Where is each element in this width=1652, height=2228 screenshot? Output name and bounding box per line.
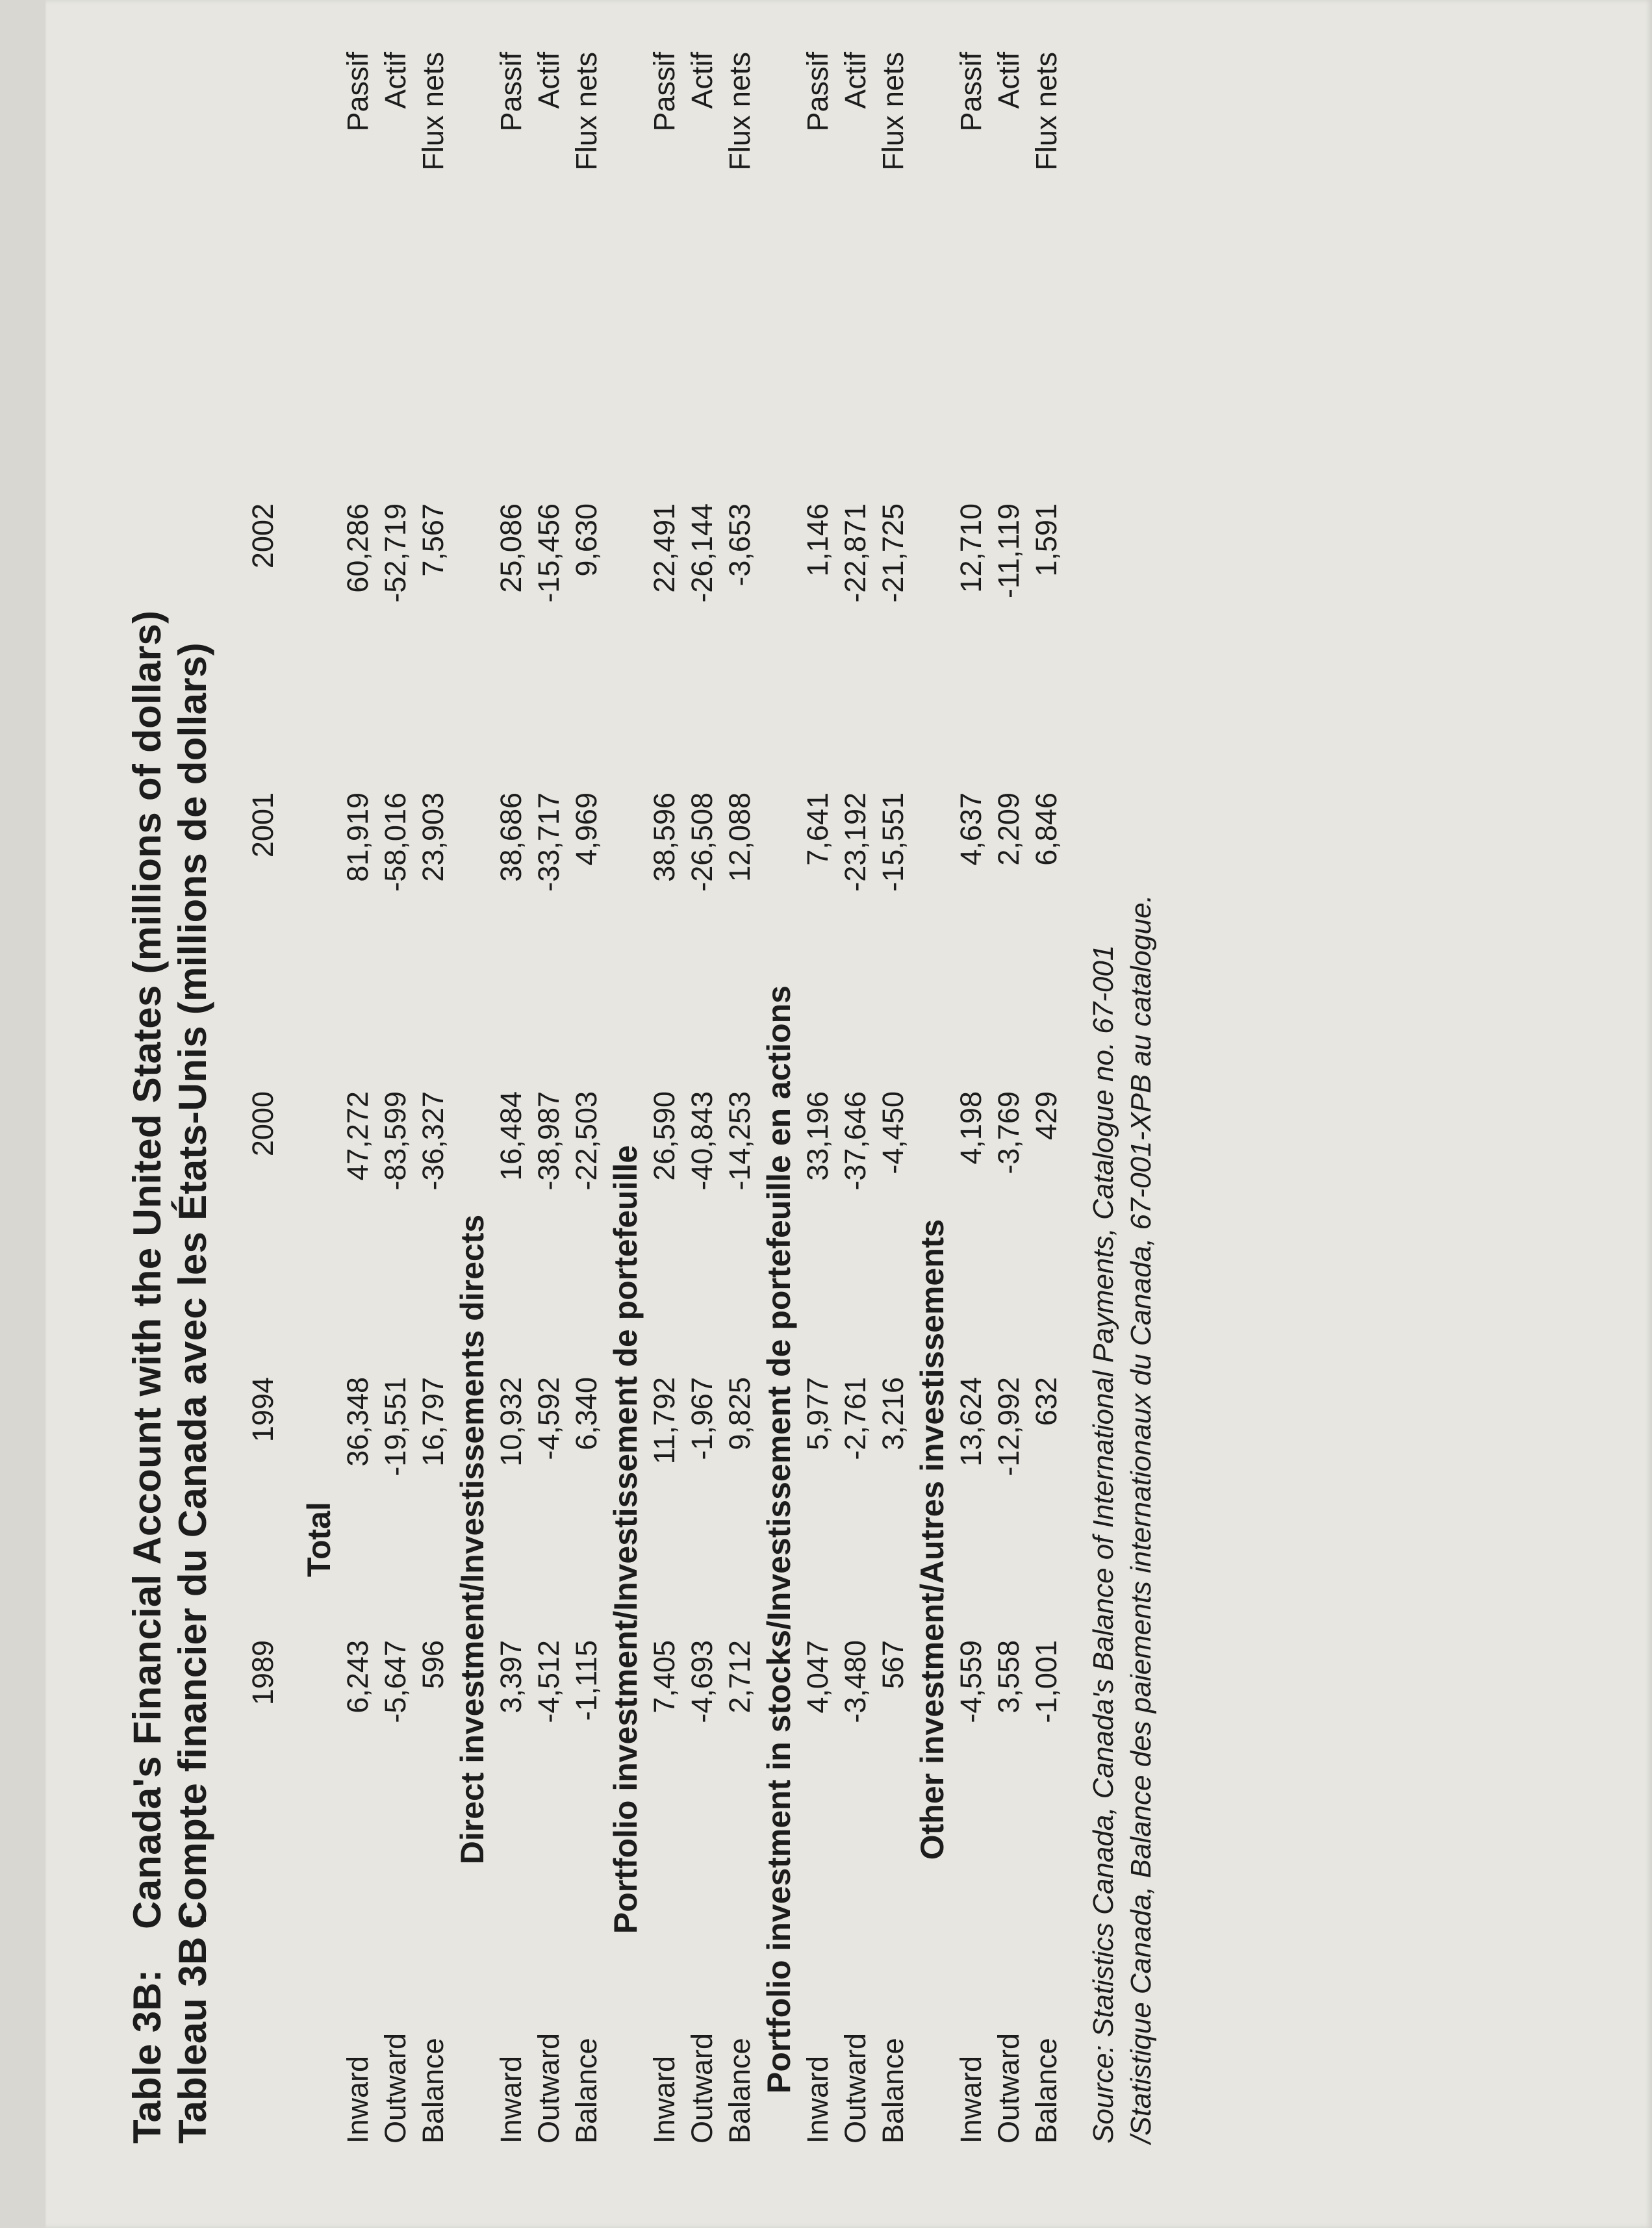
value-cell: 22,491 [648, 503, 681, 593]
value-cell: -4,512 [532, 1640, 565, 1723]
row-label-french: Actif [992, 52, 1025, 109]
row-label-french: Passif [954, 52, 987, 132]
section-title: Portfolio investment/Investissement de portefeuille [607, 1145, 644, 1934]
value-cell: -36,327 [416, 1091, 450, 1191]
row-label: Outward [685, 2032, 718, 2144]
table-title-english-text: Canada's Financial Account with the United States (millions of dollars) [125, 610, 169, 1929]
value-cell: -58,016 [379, 792, 412, 892]
source-line-french: /Statistique Canada, Balance des paiements internationaux du Canada, 67-001-XPB au catalogue. [1125, 894, 1157, 2144]
value-cell: -26,508 [685, 792, 718, 892]
row-label: Inward [648, 2055, 681, 2144]
value-cell: 2,712 [723, 1640, 756, 1714]
value-cell: 4,047 [801, 1640, 834, 1714]
value-cell: 4,637 [954, 792, 987, 866]
section-heading [299, 0, 339, 2144]
value-cell: 81,919 [341, 792, 374, 882]
table-row [377, 0, 414, 2144]
value-cell: -19,551 [379, 1377, 412, 1476]
value-cell: -14,253 [723, 1091, 756, 1191]
value-cell: -4,559 [954, 1640, 987, 1723]
section-heading [759, 0, 799, 2144]
section-heading [605, 0, 646, 2144]
source-note [1085, 894, 1160, 2144]
value-cell: 4,969 [570, 792, 603, 866]
value-cell: 6,243 [341, 1640, 374, 1714]
value-cell: 38,596 [648, 792, 681, 882]
row-label: Inward [341, 2055, 374, 2144]
row-label: Balance [723, 2038, 756, 2144]
value-cell: 36,348 [341, 1377, 374, 1467]
section-title: Direct investment/Investissements directs [454, 1214, 490, 1865]
row-label: Outward [532, 2032, 565, 2144]
row-label: Balance [876, 2038, 909, 2144]
value-cell: 9,630 [570, 503, 603, 577]
value-cell: -5,647 [379, 1640, 412, 1723]
value-cell: -4,693 [685, 1640, 718, 1723]
value-cell: 5,977 [801, 1377, 834, 1450]
value-cell: -40,843 [685, 1091, 718, 1191]
value-cell: -15,551 [876, 792, 909, 892]
value-cell: 429 [1030, 1091, 1063, 1141]
value-cell: -4,450 [876, 1091, 909, 1174]
row-label: Outward [839, 2032, 872, 2144]
value-cell: -2,761 [839, 1377, 872, 1460]
value-cell: 1,146 [801, 503, 834, 577]
table-row [1028, 0, 1065, 2144]
value-cell: 596 [416, 1640, 450, 1690]
table-row [414, 0, 452, 2144]
row-label-french: Actif [839, 52, 872, 109]
table-row [568, 0, 605, 2144]
value-cell: -33,717 [532, 792, 565, 892]
value-cell: 9,825 [723, 1377, 756, 1450]
row-label: Outward [992, 2032, 1025, 2144]
section-title: Portfolio investment in stocks/Investissement de portefeuille en actions [761, 985, 797, 2094]
value-cell: -38,987 [532, 1091, 565, 1191]
value-cell: 3,558 [992, 1640, 1025, 1714]
row-label: Inward [801, 2055, 834, 2144]
value-cell: 1,591 [1030, 503, 1063, 577]
value-cell: 38,686 [494, 792, 527, 882]
table-row [837, 0, 874, 2144]
value-cell: 3,216 [876, 1377, 909, 1450]
value-cell: -3,480 [839, 1640, 872, 1723]
table-row [952, 0, 990, 2144]
section-heading [452, 0, 492, 2144]
value-cell: -12,992 [992, 1377, 1025, 1476]
source-line-english: Source: Statistics Canada, Canada's Balance of International Payments, Catalogue no. 67-001 [1087, 944, 1119, 2144]
value-cell: 2,209 [992, 792, 1025, 866]
value-cell: -22,871 [839, 503, 872, 603]
section-title: Other investment/Autres investissements [914, 1219, 950, 1860]
value-cell: 23,903 [416, 792, 450, 882]
year-header: 2001 [246, 792, 279, 858]
table-row [492, 0, 530, 2144]
row-label: Inward [954, 2055, 987, 2144]
value-cell: -1,115 [570, 1640, 603, 1721]
row-label: Balance [1030, 2038, 1063, 2144]
value-cell: 26,590 [648, 1091, 681, 1181]
value-cell: 33,196 [801, 1091, 834, 1181]
value-cell: -11,119 [992, 503, 1025, 598]
row-label-french: Passif [494, 52, 527, 132]
value-cell: 13,624 [954, 1377, 987, 1467]
row-label-french: Flux nets [1030, 52, 1063, 171]
table-row [530, 0, 568, 2144]
value-cell: 10,932 [494, 1377, 527, 1467]
table-row [683, 0, 721, 2144]
year-header-row [240, 0, 299, 2144]
year-header: 2002 [246, 503, 279, 569]
value-cell: 47,272 [341, 1091, 374, 1181]
value-cell: 4,198 [954, 1091, 987, 1165]
year-header: 1989 [246, 1640, 279, 1706]
value-cell: -23,192 [839, 792, 872, 892]
table-number-english: Table 3B: [125, 1969, 169, 2144]
value-cell: -22,503 [570, 1091, 603, 1191]
document-page [45, 0, 1652, 2228]
value-cell: 567 [876, 1640, 909, 1690]
table-title-french [170, 642, 215, 2144]
table-row [874, 0, 912, 2144]
value-cell: -37,646 [839, 1091, 872, 1191]
row-label-french: Flux nets [570, 52, 603, 171]
value-cell: 12,088 [723, 792, 756, 882]
value-cell: 12,710 [954, 503, 987, 593]
value-cell: -3,769 [992, 1091, 1025, 1174]
value-cell: -83,599 [379, 1091, 412, 1191]
value-cell: 6,340 [570, 1377, 603, 1450]
table-title-french-text: Compte financier du Canada avec les États-Unis (millions de dollars) [171, 642, 214, 1929]
value-cell: -21,725 [876, 503, 909, 603]
value-cell: -15,456 [532, 503, 565, 603]
value-cell: 632 [1030, 1377, 1063, 1426]
year-header: 2000 [246, 1091, 279, 1157]
table-row [721, 0, 759, 2144]
table-row [339, 0, 377, 2144]
row-label-french: Passif [801, 52, 834, 132]
section-title: Total [301, 1502, 337, 1577]
value-cell: -3,653 [723, 503, 756, 587]
value-cell: 25,086 [494, 503, 527, 593]
table-row [799, 0, 837, 2144]
value-cell: 7,641 [801, 792, 834, 866]
table-row [646, 0, 683, 2144]
table-number-french: Tableau 3B : [171, 1912, 214, 2144]
value-cell: 16,484 [494, 1091, 527, 1181]
value-cell: -52,719 [379, 503, 412, 603]
value-cell: 11,792 [648, 1377, 681, 1465]
value-cell: -1,967 [685, 1377, 718, 1460]
value-cell: 7,405 [648, 1640, 681, 1714]
row-label-french: Passif [341, 52, 374, 132]
row-label: Balance [416, 2038, 450, 2144]
value-cell: 60,286 [341, 503, 374, 593]
row-label: Balance [570, 2038, 603, 2144]
row-label: Outward [379, 2032, 412, 2144]
value-cell: 16,797 [416, 1377, 450, 1467]
value-cell: 7,567 [416, 503, 450, 577]
rotated-content [45, 0, 1652, 2228]
year-header: 1994 [246, 1377, 279, 1443]
row-label-french: Actif [532, 52, 565, 109]
table-title-english [125, 611, 170, 2144]
value-cell: -4,592 [532, 1377, 565, 1460]
row-label-french: Actif [379, 52, 412, 109]
value-cell: 6,846 [1030, 792, 1063, 866]
row-label-french: Passif [648, 52, 681, 132]
value-cell: -1,001 [1030, 1640, 1063, 1723]
row-label-french: Actif [685, 52, 718, 109]
row-label-french: Flux nets [876, 52, 909, 171]
row-label-french: Flux nets [723, 52, 756, 171]
financial-account-table [240, 0, 1065, 2144]
value-cell: -26,144 [685, 503, 718, 603]
row-label: Inward [494, 2055, 527, 2144]
section-heading [912, 0, 952, 2144]
table-row [990, 0, 1028, 2144]
row-label-french: Flux nets [416, 52, 450, 171]
value-cell: 3,397 [494, 1640, 527, 1714]
